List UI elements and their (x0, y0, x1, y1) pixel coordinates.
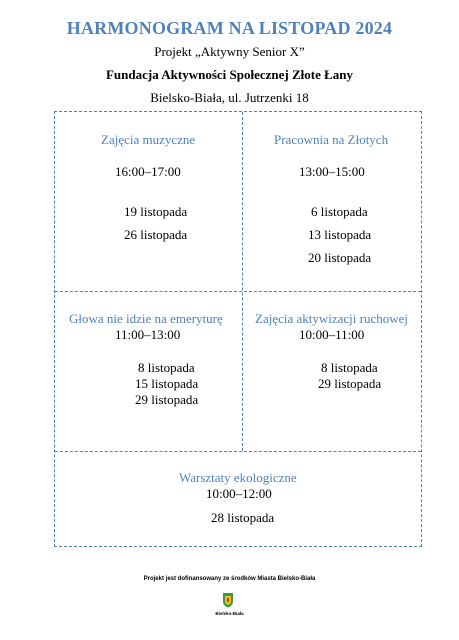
activity-name: Zajęcia aktywizacji ruchowej (255, 311, 409, 326)
activity-date: 29 listopada (135, 392, 199, 407)
activity-date: 6 listopada (311, 204, 368, 219)
activity-date: 13 listopada (308, 227, 372, 242)
activity-date: 8 listopada (138, 360, 195, 375)
activity-time: 10:00–11:00 (299, 327, 365, 342)
activity-name: Zajęcia muzyczne (101, 132, 196, 147)
activity-time: 10:00–12:00 (206, 486, 272, 501)
project-name: Projekt „Aktywny Senior X” (154, 44, 305, 59)
activity-time: 16:00–17:00 (115, 164, 181, 179)
activity-name: Warsztaty ekologiczne (179, 470, 297, 485)
activity-date: 15 listopada (135, 376, 199, 391)
activity-name: Głowa nie idzie na emeryturę (69, 311, 223, 326)
activity-date: 20 listopada (308, 250, 372, 265)
activity-date: 29 listopada (318, 376, 382, 391)
page-title: HARMONOGRAM NA LISTOPAD 2024 (66, 18, 393, 38)
city-logo-label: Bielsko-Biała (215, 611, 244, 616)
schedule-grid (54, 111, 422, 547)
activity-name: Pracownia na Złotych (274, 132, 389, 147)
activity-date: 28 listopada (211, 510, 275, 525)
city-crest-logo (222, 592, 234, 608)
activity-date: 8 listopada (321, 360, 378, 375)
column-divider (242, 112, 243, 451)
row-divider (55, 451, 421, 452)
activity-date: 26 listopada (124, 227, 188, 242)
activity-time: 11:00–13:00 (115, 327, 181, 342)
activity-date: 19 listopada (124, 204, 188, 219)
funding-note: Projekt jest dofinansowany ze środków Miasta Bielsko-Biała (143, 576, 316, 582)
address: Bielsko-Biała, ul. Jutrzenki 18 (150, 90, 309, 105)
activity-time: 13:00–15:00 (299, 164, 365, 179)
foundation-name: Fundacja Aktywności Społecznej Złote Łany (105, 67, 353, 82)
row-divider (55, 291, 421, 292)
